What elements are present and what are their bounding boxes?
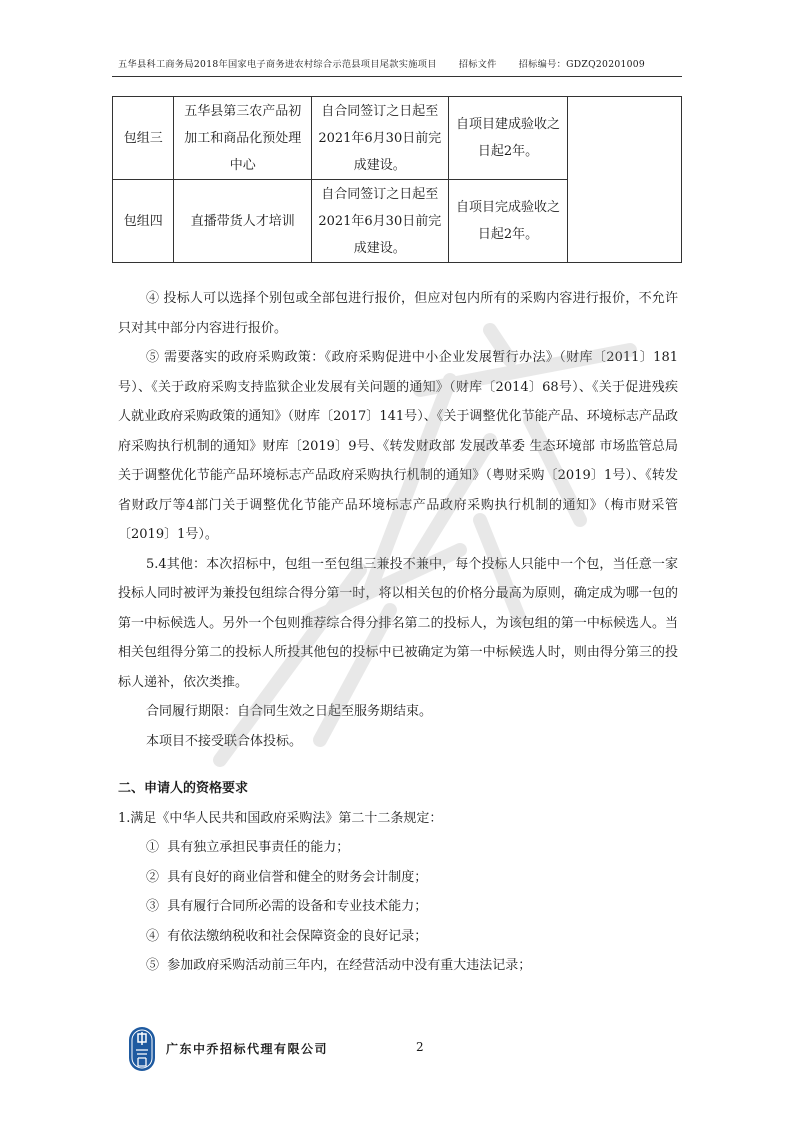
list-item: [146, 833, 678, 863]
list-item-text: 具有履行合同所必需的设备和专业技术能力；: [167, 899, 428, 914]
paragraph-other: 5.4其他：本次招标中，包组一至包组三兼投不兼中，每个投标人只能中一个包，当任意一家投标人同时被评为兼投包组综合得分第一时，将以相关包的价格分最高为原则，确定成为哪一包的第一中标候选人。另外一个包则推荐综合得分排名第二的投标人，为该包组的第一中标候选人。当相关包组得分第二的投标人所投其他包的投标中已被确定为第一中标候选人时，则由得分第三的投标人递补，依次类推。: [118, 556, 678, 690]
body-content: [118, 284, 678, 981]
table-cell-service: 自项目建成验收之日起2年。: [448, 97, 568, 180]
table-cell-service: 自项目完成验收之日起2年。: [448, 180, 568, 263]
list-item: [146, 863, 678, 893]
header-doc-type: 招标文件: [458, 59, 497, 70]
table-cell-package: 包组三: [113, 97, 174, 180]
table-cell-extra: [568, 97, 682, 263]
list-item-text: 具有独立承担民事责任的能力；: [167, 840, 350, 855]
paragraph-consortium: 本项目不接受联合体投标。: [146, 733, 303, 749]
page-footer: [118, 1026, 678, 1076]
section-heading: 二、申请人的资格要求: [118, 781, 249, 796]
paragraph-text: 需要落实的政府采购政策：《政府采购促进中小企业发展暂行办法》（财库〔2011〕181号）、《关于政府采购支持监狱企业发展有关问题的通知》（财库〔2014〕68号）、《关于促进残疾人就业政府采购政策的通知》（财库〔2017〕141号）、《关于调整优化节能产品、环境标志产品政府采购执行机制的通知》财库〔2019〕9号、《转发财政部 发展改革委 生态环境部 市场监管总局关于调整优化节能产品环境标志产品政府采购执行机制的通知》（粤财采购〔2019〕1号）、《转发省财政厅等4部门关于调整优化节能产品环境标志产品政府采购执行机制的通知》（梅市财采管〔2019〕1号）。: [118, 350, 678, 542]
circled-number: ③: [146, 899, 160, 914]
package-table: [112, 96, 682, 263]
paragraph-text: 投标人可以选择个别包或全部包进行报价，但应对包内所有的采购内容进行报价，不允许只对其中部分内容进行报价。: [118, 291, 678, 336]
requirement-intro: 1.满足《中华人民共和国政府采购法》第二十二条规定：: [118, 810, 443, 826]
table-cell-period: 自合同签订之日起至2021年6月30日前完成建设。: [312, 97, 449, 180]
list-item-text: 具有良好的商业信誉和健全的财务会计制度；: [167, 869, 428, 885]
table-cell-package: 包组四: [113, 180, 174, 263]
page-number: 2: [416, 1040, 424, 1054]
paragraph-policy: [118, 343, 678, 550]
paragraph-contract-period: 合同履行期限：自合同生效之日起至服务期结束。: [146, 704, 433, 719]
company-name: 广东中乔招标代理有限公司: [166, 1042, 329, 1056]
list-item-text: 有依法缴纳税收和社会保障资金的良好记录；: [167, 928, 428, 944]
table-row: [113, 97, 682, 180]
page-header: [118, 56, 667, 70]
paragraph-bid-rule: [118, 284, 678, 343]
list-item: [146, 922, 678, 952]
table-cell-period: 自合同签订之日起至2021年6月30日前完成建设。: [312, 180, 449, 263]
list-item: [146, 892, 678, 922]
circled-number: ⑤: [146, 958, 160, 973]
company-seal-icon: [128, 1026, 156, 1072]
circled-number: ④: [146, 291, 160, 306]
circled-number: ②: [146, 869, 160, 885]
list-item: [146, 951, 678, 981]
circled-number: ①: [146, 840, 160, 855]
header-tender-no: 招标编号：GDZQ20201009: [518, 59, 646, 70]
circled-number: ④: [146, 928, 160, 944]
circled-number: ⑤: [146, 350, 160, 365]
header-project: 五华县科工商务局2018年国家电子商务进农村综合示范县项目尾款实施项目: [118, 59, 437, 70]
table-cell-content: 五华县第三农产品初加工和商品化预处理中心: [174, 97, 312, 180]
header-divider: [112, 76, 682, 77]
list-item-text: 参加政府采购活动前三年内，在经营活动中没有重大违法记录；: [167, 958, 532, 973]
table-cell-content: 直播带货人才培训: [174, 180, 312, 263]
requirement-list: [118, 833, 678, 981]
